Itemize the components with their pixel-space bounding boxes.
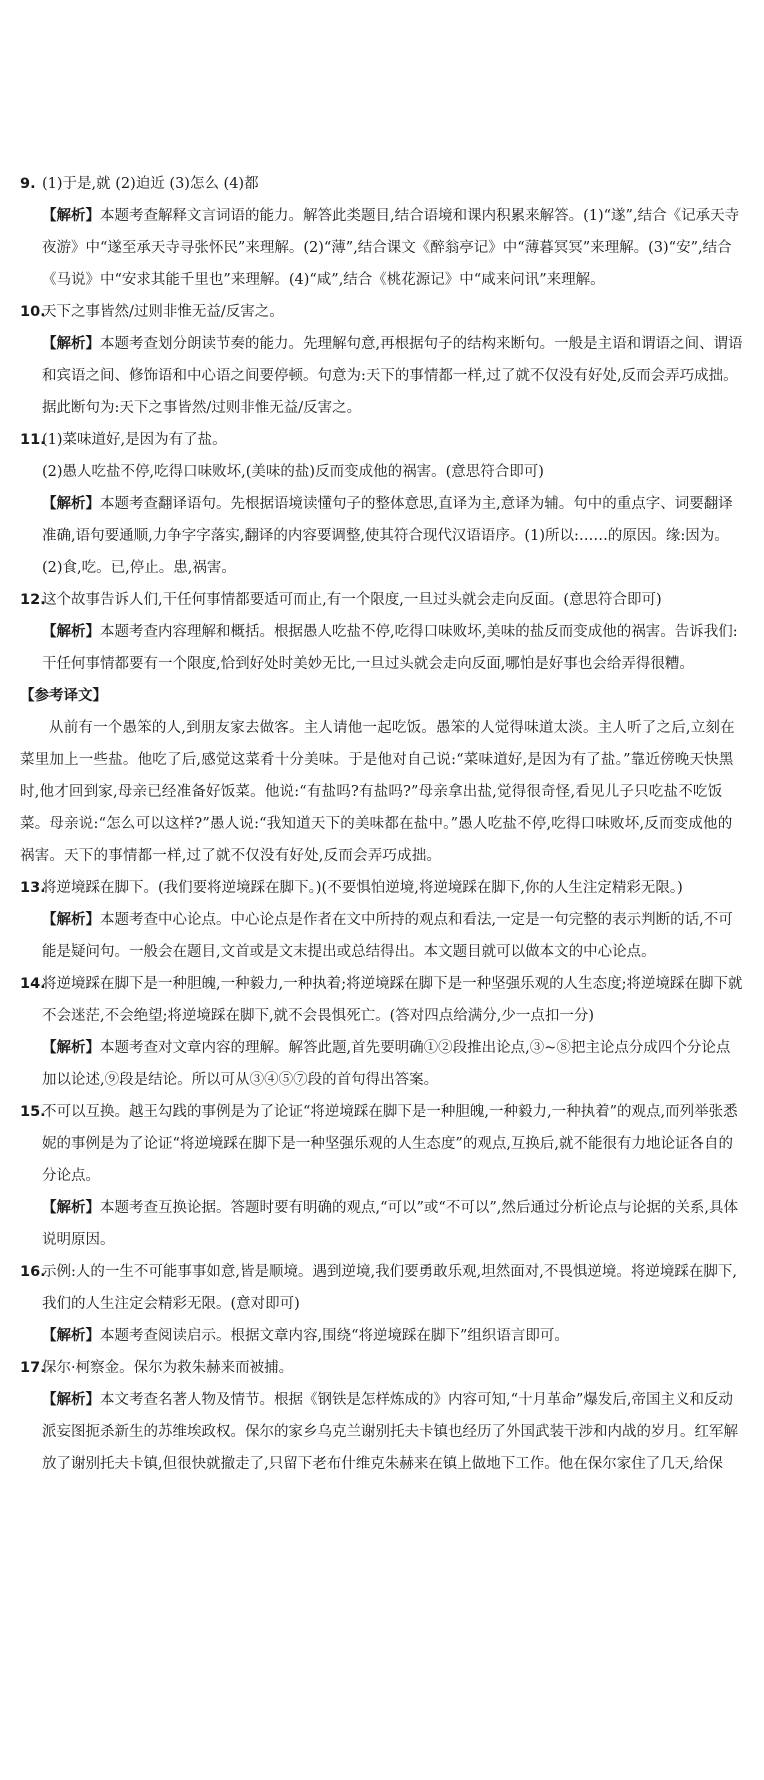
- analysis-9: [20, 200, 744, 296]
- analysis-10: [20, 328, 744, 424]
- translation-text: 从前有一个愚笨的人,到朋友家去做客。主人请他一起吃饭。愚笨的人觉得味道太淡。主人听了之后,立刻在菜里加上一些盐。他吃了后,感觉这菜肴十分美味。于是他对自己说:“菜味道好,是因为有了盐。”靠近傍晚天快黑时,他才回到家,母亲已经准备好饭菜。他说:“有盐吗?有盐吗?”母亲拿出盐,觉得很奇怪,看见儿子只吃盐不吃饭菜。母亲说:“怎么可以这样?”愚人说:“我知道天下的美味都在盐中。”愚人吃盐不停,吃得口味败坏,反而变成他的祸害。天下的事情都一样,过了就不仅没有好处,反而会弄巧成拙。: [20, 720, 735, 864]
- item-answer: (1)于是,就 (2)迫近 (3)怎么 (4)都: [42, 176, 259, 192]
- analysis-text: 本题考查内容理解和概括。根据愚人吃盐不停,吃得口味败坏,美味的盐反而变成他的祸害。告诉我们:干任何事情都要有一个限度,恰到好处时美妙无比,一旦过头就会走向反面,哪怕是好事也会给弄得很糟。: [42, 624, 738, 672]
- analysis-11: [20, 488, 744, 552]
- analysis-tag: 【解析】: [42, 336, 100, 352]
- analysis-tag: 【解析】: [42, 1040, 100, 1056]
- item-number: 14.: [20, 976, 46, 992]
- answer-content: [20, 168, 744, 1480]
- analysis-text: 本题考查中心论点。中心论点是作者在文中所持的观点和看法,一定是一句完整的表示判断的话,不可能是疑问句。一般会在题目,文首或是文末提出或总结得出。本文题目就可以做本文的中心论点。: [42, 912, 733, 960]
- item-number: 16.: [20, 1264, 46, 1280]
- answer-item-17: [20, 1352, 744, 1384]
- item-answer-1: (1)菜味道好,是因为有了盐。: [42, 432, 227, 448]
- item-answer: 不可以互换。越王勾践的事例是为了论证“将逆境踩在脚下是一种胆魄,一种毅力,一种执着”的观点,而列举张悉妮的事例是为了论证“将逆境踩在脚下是一种坚强乐观的人生态度”的观点,互换后,就不能很有力地论证各自的分论点。: [42, 1104, 738, 1184]
- analysis-text: 本文考查名著人物及情节。根据《钢铁是怎样炼成的》内容可知,“十月革命”爆发后,帝国主义和反动派妄图扼杀新生的苏维埃政权。保尔的家乡乌克兰谢别托夫卡镇也经历了外国武装干涉和内战的岁月。红军解放了谢别托夫卡镇,但很快就撤走了,只留下老布什维克朱赫来在镇上做地下工作。他在保尔家住了几天,给保: [42, 1392, 738, 1472]
- answer-item-10: [20, 296, 744, 328]
- item-answer: 这个故事告诉人们,干任何事情都要适可而止,有一个限度,一旦过头就会走向反面。(意思符合即可): [42, 592, 662, 608]
- analysis-text: 本题考查阅读启示。根据文章内容,围绕“将逆境踩在脚下”组织语言即可。: [100, 1328, 569, 1344]
- analysis-16: [20, 1320, 744, 1352]
- item-answer: 天下之事皆然/过则非惟无益/反害之。: [42, 304, 284, 320]
- analysis-11-extra: (2)食,吃。已,停止。患,祸害。: [42, 560, 236, 576]
- item-answer: 将逆境踩在脚下是一种胆魄,一种毅力,一种执着;将逆境踩在脚下是一种坚强乐观的人生态度;将逆境踩在脚下就不会迷茫,不会绝望;将逆境踩在脚下,就不会畏惧死亡。(答对四点给满分,少一点扣一分): [42, 976, 743, 1024]
- answer-item-13: [20, 872, 744, 904]
- item-number: 15.: [20, 1104, 46, 1120]
- answer-item-14: [20, 968, 744, 1032]
- item-number: 9.: [20, 176, 36, 192]
- analysis-15: [20, 1192, 744, 1256]
- analysis-tag: 【解析】: [42, 496, 100, 512]
- analysis-text: 本题考查对文章内容的理解。解答此题,首先要明确①②段推出论点,③~⑧把主论点分成四个分论点加以论述,⑨段是结论。所以可从③④⑤⑦段的首句得出答案。: [42, 1040, 731, 1088]
- item-answer: 示例:人的一生不可能事事如意,皆是顺境。遇到逆境,我们要勇敢乐观,坦然面对,不畏惧逆境。将逆境踩在脚下,我们的人生注定会精彩无限。(意对即可): [42, 1264, 737, 1312]
- answer-item-12: [20, 584, 744, 616]
- analysis-13: [20, 904, 744, 968]
- item-answer: 保尔·柯察金。保尔为救朱赫来而被捕。: [42, 1360, 294, 1376]
- item-number: 13.: [20, 880, 46, 896]
- answer-item-11: [20, 424, 744, 488]
- analysis-12: [20, 616, 744, 680]
- answer-item-9: [20, 168, 744, 200]
- analysis-tag: 【解析】: [42, 1200, 100, 1216]
- translation-heading: 【参考译文】: [20, 688, 107, 704]
- answer-item-16: [20, 1256, 744, 1320]
- analysis-text: 本题考查划分朗读节奏的能力。先理解句意,再根据句子的结构来断句。一般是主语和谓语之间、谓语和宾语之间、修饰语和中心语之间要停顿。句意为:天下的事情都一样,过了就不仅没有好处,反而会弄巧成拙。据此断句为:天下之事皆然/过则非惟无益/反害之。: [42, 336, 743, 416]
- item-number: 12.: [20, 592, 46, 608]
- analysis-tag: 【解析】: [42, 208, 100, 224]
- analysis-17: [20, 1384, 744, 1480]
- item-number: 17.: [20, 1360, 46, 1376]
- analysis-tag: 【解析】: [42, 912, 100, 928]
- analysis-text: 本题考查解释文言词语的能力。解答此类题目,结合语境和课内积累来解答。(1)“遂”,结合《记承天寺夜游》中“遂至承天寺寻张怀民”来理解。(2)“薄”,结合课文《醉翁亭记》中“薄暮冥冥”来理解。(3)“安”,结合《马说》中“安求其能千里也”来理解。(4)“咸”,结合《桃花源记》中“咸来问讯”来理解。: [42, 208, 740, 288]
- analysis-tag: 【解析】: [42, 1328, 100, 1344]
- item-number: 11.: [20, 432, 46, 448]
- analysis-tag: 【解析】: [42, 1392, 100, 1408]
- analysis-tag: 【解析】: [42, 624, 100, 640]
- item-answer: 将逆境踩在脚下。(我们要将逆境踩在脚下。)(不要惧怕逆境,将逆境踩在脚下,你的人生注定精彩无限。): [42, 880, 683, 896]
- analysis-text: 本题考查翻译语句。先根据语境读懂句子的整体意思,直译为主,意译为辅。句中的重点字、词要翻译准确,语句要通顺,力争字字落实,翻译的内容要调整,使其符合现代汉语语序。(1)所以:……的原因。缘:因为。: [42, 496, 733, 544]
- item-number: 10.: [20, 304, 46, 320]
- answer-item-15: [20, 1096, 744, 1192]
- item-answer-2: (2)愚人吃盐不停,吃得口味败坏,(美味的盐)反而变成他的祸害。(意思符合即可): [42, 464, 544, 480]
- analysis-14: [20, 1032, 744, 1096]
- analysis-text: 本题考查互换论据。答题时要有明确的观点,“可以”或“不可以”,然后通过分析论点与论据的关系,具体说明原因。: [42, 1200, 738, 1248]
